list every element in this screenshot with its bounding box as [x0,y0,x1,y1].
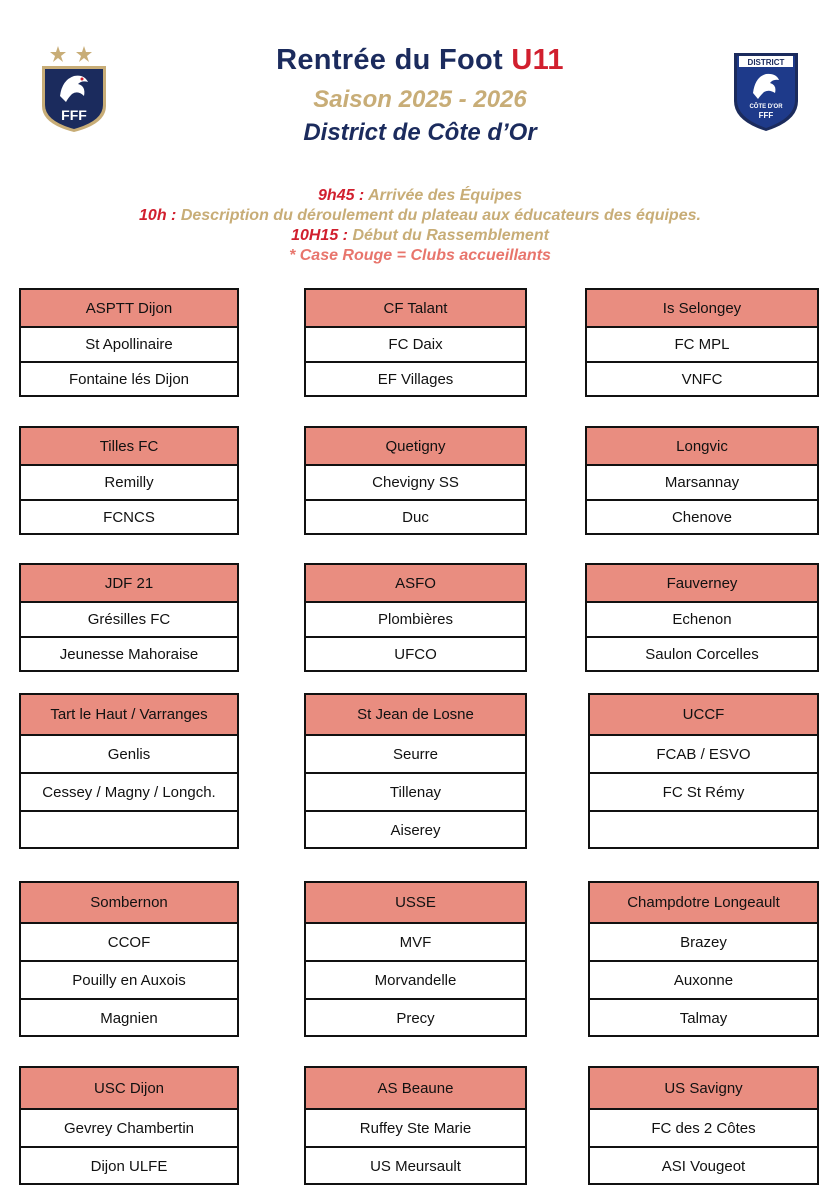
host-club-cell: ASFO [306,565,525,601]
group-table [304,693,527,849]
host-club-cell: CF Talant [306,290,525,326]
team-cell: FCAB / ESVO [590,734,817,772]
group-table [19,426,239,535]
legend-note: * Case Rouge = Clubs accueillants [289,247,551,264]
team-cell: FC Daix [306,326,525,361]
schedule-text: Début du Rassemblement [352,227,549,244]
group-table [585,288,819,397]
season-subtitle: Saison 2025 - 2026 [313,86,527,113]
title-main: Rentrée du Foot [276,44,503,76]
group-table [19,288,239,397]
host-club-cell: Tilles FC [21,428,237,464]
host-club-cell: Sombernon [21,883,237,922]
team-cell: VNFC [587,361,817,396]
team-cell: Ruffey Ste Marie [306,1108,525,1146]
team-cell: Jeunesse Mahoraise [21,636,237,671]
group-table [304,1066,527,1185]
page-title [0,44,840,77]
team-cell: Pouilly en Auxois [21,960,237,998]
team-cell [590,810,817,848]
cote-dor-label: CÔTE D'OR [749,104,783,110]
team-cell: Fontaine lés Dijon [21,361,237,396]
team-cell: US Meursault [306,1146,525,1184]
team-cell: St Apollinaire [21,326,237,361]
host-club-cell: Quetigny [306,428,525,464]
host-club-cell: Tart le Haut / Varranges [21,695,237,734]
team-cell: FC MPL [587,326,817,361]
fff-logo-text: FFF [61,107,87,123]
host-club-cell: AS Beaune [306,1068,525,1108]
team-cell: Genlis [21,734,237,772]
team-cell: EF Villages [306,361,525,396]
schedule-text: Arrivée des Équipes [368,187,522,204]
team-cell: ASI Vougeot [590,1146,817,1184]
team-cell: Saulon Corcelles [587,636,817,671]
group-table [585,426,819,535]
group-table [585,563,819,672]
host-club-cell: St Jean de Losne [306,695,525,734]
host-club-cell: Fauverney [587,565,817,601]
team-cell: Plombières [306,601,525,636]
group-table [304,288,527,397]
group-table [588,1066,819,1185]
group-table [588,881,819,1037]
group-table [19,1066,239,1185]
host-club-cell: UCCF [590,695,817,734]
group-table [19,563,239,672]
host-club-cell: Champdotre Longeault [590,883,817,922]
group-table [19,881,239,1037]
schedule-time: 10H15 : [291,227,348,244]
fff-label: FFF [758,111,774,120]
team-cell: FCNCS [21,499,237,534]
team-cell: Marsannay [587,464,817,499]
team-cell: Echenon [587,601,817,636]
host-club-cell: Longvic [587,428,817,464]
schedule-line-2 [0,207,840,225]
schedule-time: 9h45 : [318,187,365,204]
host-club-cell: USSE [306,883,525,922]
district-subtitle: District de Côte d’Or [303,119,537,146]
team-cell: Cessey / Magny / Longch. [21,772,237,810]
group-table [304,563,527,672]
group-table [19,693,239,849]
team-cell: Brazey [590,922,817,960]
group-table [304,426,527,535]
team-cell: Dijon ULFE [21,1146,237,1184]
host-club-cell: JDF 21 [21,565,237,601]
team-cell: Remilly [21,464,237,499]
team-cell: FC St Rémy [590,772,817,810]
team-cell: UFCO [306,636,525,671]
team-cell: Morvandelle [306,960,525,998]
schedule-text: Description du déroulement du plateau aux éducateurs des équipes. [180,207,701,224]
host-club-cell: US Savigny [590,1068,817,1108]
team-cell: Chenove [587,499,817,534]
schedule-line-3 [0,227,840,245]
team-cell: Precy [306,998,525,1036]
title-category: U11 [511,44,564,76]
group-table [588,693,819,849]
team-cell: Tillenay [306,772,525,810]
host-club-cell: ASPTT Dijon [21,290,237,326]
group-table [304,881,527,1037]
schedule-line-1 [0,187,840,205]
team-cell: MVF [306,922,525,960]
schedule-time: 10h : [139,207,177,224]
team-cell: Auxonne [590,960,817,998]
team-cell: Magnien [21,998,237,1036]
team-cell: Talmay [590,998,817,1036]
team-cell: Seurre [306,734,525,772]
host-club-cell: Is Selongey [587,290,817,326]
team-cell: Aiserey [306,810,525,848]
team-cell: Grésilles FC [21,601,237,636]
team-cell [21,810,237,848]
team-cell: Gevrey Chambertin [21,1108,237,1146]
team-cell: FC des 2 Côtes [590,1108,817,1146]
team-cell: Chevigny SS [306,464,525,499]
team-cell: CCOF [21,922,237,960]
district-label: DISTRICT [747,58,785,67]
host-club-cell: USC Dijon [21,1068,237,1108]
team-cell: Duc [306,499,525,534]
